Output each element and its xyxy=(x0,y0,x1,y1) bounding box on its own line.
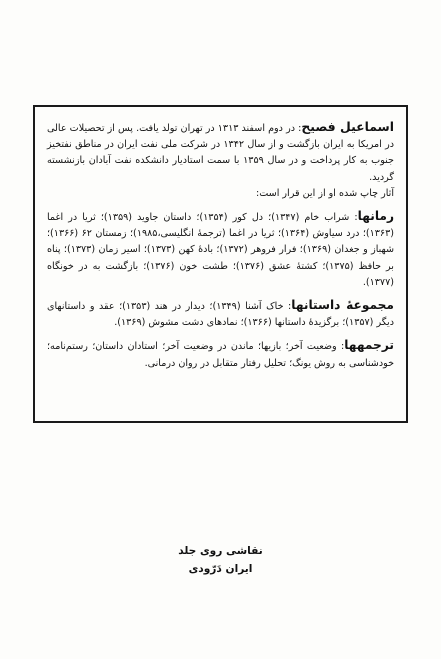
stories-paragraph xyxy=(47,297,394,331)
cover-painting-label: نقاشی روی جلد xyxy=(178,545,263,557)
author-bio-box xyxy=(33,105,408,423)
stories-heading: مجموعهٔ داستانها xyxy=(291,298,394,313)
translations-heading: ترجمهها xyxy=(344,338,394,353)
author-intro-paragraph xyxy=(47,119,394,202)
author-name: اسماعیل فصیح xyxy=(301,119,394,134)
cover-artist-name: ایران دَرّودی xyxy=(188,563,253,575)
works-intro-text: آثار چاپ شده او از این قرار است: xyxy=(256,187,394,199)
author-intro-text: : در دوم اسفند ۱۳۱۳ در تهران تولد یافت. پس از تحصیلات عالی در امریکا به ایران بازگشت و از سال ۱۳۴۲ در شرکت ملی نفت ایران در مناطق نفتخیز جنوب به کار پرداخت و در سال ۱۳۵۹ با سمت استادیار دانشکده نفت آبادان بازنشسته گردید. xyxy=(47,123,394,183)
translations-list: : وضعیت آخر؛ بازیها؛ ماندن در وضعیت آخر؛ استادان داستان؛ رستم‌نامه؛ خودشناسی به روش یونگ؛ تحلیل رفتار متقابل در روان درمانی. xyxy=(47,341,394,369)
novels-heading: رمانها xyxy=(357,209,394,224)
novels-paragraph xyxy=(47,208,394,291)
cover-credits xyxy=(0,542,441,578)
translations-paragraph xyxy=(47,337,394,371)
stories-list: : خاک آشنا (۱۳۴۹)؛ دیدار در هند (۱۳۵۳)؛ عقد و داستانهای دیگر (۱۳۵۷)؛ برگزیدهٔ داستانها (۱۳۶۶)؛ نمادهای دشت مشوش (۱۳۶۹). xyxy=(47,301,394,329)
novels-list: : شراب خام (۱۳۴۷)؛ دل کور (۱۳۵۴)؛ داستان جاوید (۱۳۵۹)؛ ثریا در اغما (۱۳۶۳)؛ درد سیاوش (۱۳۶۴)؛ ثریا در اغما (ترجمهٔ انگلیسی،۱۹۸۵)؛ زمستان ۶۲ (۱۳۶۶)؛ شهباز و جغدان (۱۳۶۹)؛ فرار فروهر (۱۳۷۲)؛ بادهٔ کهن (۱۳۷۳)؛ اسیر زمان (۱۳۷۳)؛ پناه بر حافظ (۱۳۷۵)؛ کشتهٔ عشق (۱۳۷۶)؛ طشت خون (۱۳۷۶)؛ بازگشت به در خونگاه (۱۳۷۷). xyxy=(47,212,395,288)
